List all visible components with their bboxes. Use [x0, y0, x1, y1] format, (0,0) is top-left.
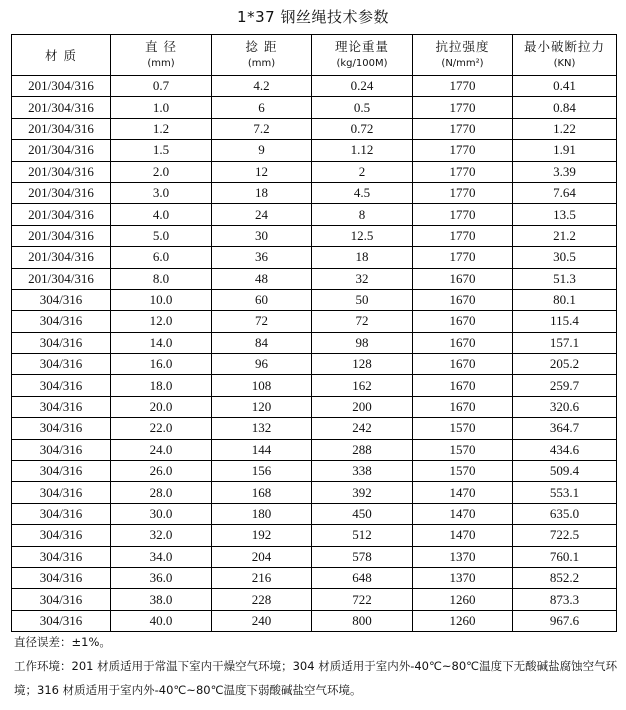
header-label: 直 径	[145, 39, 177, 54]
cell-breaking-force: 21.2	[513, 225, 617, 246]
cell-weight: 200	[312, 396, 413, 417]
cell-diameter: 24.0	[111, 439, 212, 460]
cell-weight: 18	[312, 247, 413, 268]
cell-weight: 722	[312, 589, 413, 610]
cell-breaking-force: 13.5	[513, 204, 617, 225]
cell-tensile-strength: 1470	[413, 525, 513, 546]
header-material	[12, 35, 111, 76]
cell-lay-length: 12	[212, 161, 312, 182]
cell-material: 201/304/316	[12, 247, 111, 268]
cell-weight: 128	[312, 354, 413, 375]
cell-material: 201/304/316	[12, 182, 111, 203]
cell-diameter: 26.0	[111, 461, 212, 482]
cell-lay-length: 240	[212, 610, 312, 631]
cell-breaking-force: 722.5	[513, 525, 617, 546]
cell-tensile-strength: 1570	[413, 439, 513, 460]
table-row	[12, 546, 617, 567]
table-row	[12, 140, 617, 161]
cell-material: 304/316	[12, 439, 111, 460]
cell-breaking-force: 434.6	[513, 439, 617, 460]
cell-breaking-force: 157.1	[513, 332, 617, 353]
cell-diameter: 22.0	[111, 418, 212, 439]
cell-weight: 338	[312, 461, 413, 482]
cell-lay-length: 132	[212, 418, 312, 439]
cell-diameter: 20.0	[111, 396, 212, 417]
table-row	[12, 418, 617, 439]
cell-breaking-force: 205.2	[513, 354, 617, 375]
cell-material: 201/304/316	[12, 97, 111, 118]
cell-diameter: 5.0	[111, 225, 212, 246]
cell-lay-length: 48	[212, 268, 312, 289]
table-row	[12, 332, 617, 353]
cell-breaking-force: 51.3	[513, 268, 617, 289]
cell-lay-length: 216	[212, 567, 312, 588]
cell-material: 304/316	[12, 482, 111, 503]
table-row	[12, 204, 617, 225]
cell-lay-length: 168	[212, 482, 312, 503]
table-row	[12, 311, 617, 332]
cell-lay-length: 60	[212, 289, 312, 310]
cell-material: 304/316	[12, 418, 111, 439]
cell-diameter: 3.0	[111, 182, 212, 203]
notes	[14, 630, 619, 702]
cell-breaking-force: 852.2	[513, 567, 617, 588]
cell-lay-length: 30	[212, 225, 312, 246]
header-row	[12, 35, 617, 76]
header-unit: (kg/100M)	[336, 58, 388, 69]
cell-material: 304/316	[12, 311, 111, 332]
cell-weight: 98	[312, 332, 413, 353]
cell-tensile-strength: 1670	[413, 268, 513, 289]
cell-material: 201/304/316	[12, 118, 111, 139]
note-environment: 工作环境：201 材质适用于常温下室内干燥空气环境；304 材质适用于室内外-40℃~80℃温度下无酸碱盐腐蚀空气环境；316 材质适用于室内外-40℃~80℃温度下弱酸碱盐空气环境。	[14, 659, 618, 697]
cell-material: 304/316	[12, 461, 111, 482]
cell-weight: 392	[312, 482, 413, 503]
cell-breaking-force: 760.1	[513, 546, 617, 567]
table-row	[12, 76, 617, 97]
cell-lay-length: 72	[212, 311, 312, 332]
table-row	[12, 268, 617, 289]
cell-tensile-strength: 1470	[413, 482, 513, 503]
cell-diameter: 32.0	[111, 525, 212, 546]
cell-tensile-strength: 1570	[413, 461, 513, 482]
cell-lay-length: 120	[212, 396, 312, 417]
table-row	[12, 354, 617, 375]
cell-breaking-force: 3.39	[513, 161, 617, 182]
table-row	[12, 461, 617, 482]
cell-weight: 12.5	[312, 225, 413, 246]
cell-breaking-force: 967.6	[513, 610, 617, 631]
cell-lay-length: 6	[212, 97, 312, 118]
cell-tensile-strength: 1570	[413, 418, 513, 439]
cell-material: 304/316	[12, 332, 111, 353]
header-label: 抗拉强度	[435, 39, 490, 54]
cell-breaking-force: 509.4	[513, 461, 617, 482]
cell-diameter: 1.5	[111, 140, 212, 161]
cell-tensile-strength: 1670	[413, 396, 513, 417]
cell-material: 201/304/316	[12, 76, 111, 97]
cell-diameter: 16.0	[111, 354, 212, 375]
cell-breaking-force: 0.84	[513, 97, 617, 118]
cell-tensile-strength: 1770	[413, 247, 513, 268]
cell-breaking-force: 320.6	[513, 396, 617, 417]
cell-tensile-strength: 1770	[413, 118, 513, 139]
cell-weight: 72	[312, 311, 413, 332]
cell-diameter: 4.0	[111, 204, 212, 225]
cell-diameter: 34.0	[111, 546, 212, 567]
header-breaking-force	[513, 35, 617, 76]
table-body	[12, 76, 617, 632]
header-label: 理论重量	[334, 39, 389, 54]
cell-lay-length: 36	[212, 247, 312, 268]
cell-lay-length: 228	[212, 589, 312, 610]
table-row	[12, 610, 617, 631]
cell-lay-length: 144	[212, 439, 312, 460]
cell-weight: 288	[312, 439, 413, 460]
cell-lay-length: 84	[212, 332, 312, 353]
cell-breaking-force: 553.1	[513, 482, 617, 503]
cell-lay-length: 4.2	[212, 76, 312, 97]
page-title: 1*37 钢丝绳技术参数	[237, 8, 389, 26]
cell-tensile-strength: 1670	[413, 332, 513, 353]
table-row	[12, 482, 617, 503]
cell-lay-length: 156	[212, 461, 312, 482]
cell-material: 201/304/316	[12, 268, 111, 289]
table-row	[12, 118, 617, 139]
cell-tensile-strength: 1770	[413, 204, 513, 225]
cell-diameter: 38.0	[111, 589, 212, 610]
table-row	[12, 161, 617, 182]
header-label: 最小破断拉力	[523, 39, 605, 54]
cell-diameter: 6.0	[111, 247, 212, 268]
header-diameter	[111, 35, 212, 76]
cell-tensile-strength: 1770	[413, 97, 513, 118]
cell-tensile-strength: 1670	[413, 375, 513, 396]
cell-diameter: 1.0	[111, 97, 212, 118]
cell-tensile-strength: 1770	[413, 140, 513, 161]
cell-material: 201/304/316	[12, 140, 111, 161]
cell-weight: 0.24	[312, 76, 413, 97]
cell-weight: 2	[312, 161, 413, 182]
table-row	[12, 525, 617, 546]
cell-weight: 800	[312, 610, 413, 631]
cell-material: 304/316	[12, 525, 111, 546]
spec-table	[11, 34, 617, 632]
cell-weight: 4.5	[312, 182, 413, 203]
table-row	[12, 439, 617, 460]
cell-tensile-strength: 1670	[413, 289, 513, 310]
header-tensile-strength	[413, 35, 513, 76]
table-row	[12, 225, 617, 246]
cell-weight: 648	[312, 567, 413, 588]
cell-diameter: 12.0	[111, 311, 212, 332]
header-lay-length	[212, 35, 312, 76]
cell-lay-length: 192	[212, 525, 312, 546]
cell-diameter: 8.0	[111, 268, 212, 289]
cell-breaking-force: 115.4	[513, 311, 617, 332]
cell-weight: 1.12	[312, 140, 413, 161]
cell-breaking-force: 873.3	[513, 589, 617, 610]
cell-diameter: 18.0	[111, 375, 212, 396]
cell-weight: 162	[312, 375, 413, 396]
cell-tensile-strength: 1770	[413, 76, 513, 97]
table-row	[12, 289, 617, 310]
header-unit: (KN)	[553, 58, 576, 69]
cell-diameter: 30.0	[111, 503, 212, 524]
cell-breaking-force: 30.5	[513, 247, 617, 268]
cell-tensile-strength: 1370	[413, 546, 513, 567]
note-tolerance: 直径误差：±1%。	[14, 635, 111, 649]
table-row	[12, 567, 617, 588]
cell-lay-length: 204	[212, 546, 312, 567]
table-header	[12, 35, 617, 76]
cell-lay-length: 18	[212, 182, 312, 203]
cell-tensile-strength: 1770	[413, 225, 513, 246]
header-unit: (mm)	[147, 58, 175, 69]
cell-diameter: 0.7	[111, 76, 212, 97]
cell-diameter: 10.0	[111, 289, 212, 310]
cell-tensile-strength: 1470	[413, 503, 513, 524]
cell-lay-length: 9	[212, 140, 312, 161]
cell-tensile-strength: 1770	[413, 161, 513, 182]
header-label: 捻 距	[245, 39, 278, 54]
cell-weight: 8	[312, 204, 413, 225]
cell-weight: 450	[312, 503, 413, 524]
cell-weight: 0.5	[312, 97, 413, 118]
cell-material: 304/316	[12, 503, 111, 524]
cell-weight: 242	[312, 418, 413, 439]
cell-lay-length: 96	[212, 354, 312, 375]
table-row	[12, 503, 617, 524]
cell-material: 201/304/316	[12, 225, 111, 246]
cell-weight: 50	[312, 289, 413, 310]
table-row	[12, 182, 617, 203]
cell-weight: 32	[312, 268, 413, 289]
cell-material: 304/316	[12, 567, 111, 588]
cell-material: 304/316	[12, 289, 111, 310]
header-unit: (N/mm²)	[441, 58, 484, 69]
cell-material: 201/304/316	[12, 204, 111, 225]
cell-material: 304/316	[12, 354, 111, 375]
cell-material: 304/316	[12, 589, 111, 610]
cell-weight: 578	[312, 546, 413, 567]
cell-diameter: 14.0	[111, 332, 212, 353]
cell-diameter: 36.0	[111, 567, 212, 588]
cell-diameter: 40.0	[111, 610, 212, 631]
cell-weight: 0.72	[312, 118, 413, 139]
cell-diameter: 1.2	[111, 118, 212, 139]
cell-breaking-force: 80.1	[513, 289, 617, 310]
cell-breaking-force: 635.0	[513, 503, 617, 524]
header-label: 材 质	[45, 47, 77, 63]
cell-diameter: 2.0	[111, 161, 212, 182]
cell-weight: 512	[312, 525, 413, 546]
cell-material: 201/304/316	[12, 161, 111, 182]
header-weight	[312, 35, 413, 76]
cell-breaking-force: 364.7	[513, 418, 617, 439]
cell-material: 304/316	[12, 546, 111, 567]
cell-lay-length: 24	[212, 204, 312, 225]
cell-tensile-strength: 1770	[413, 182, 513, 203]
header-unit: (mm)	[247, 58, 276, 69]
cell-breaking-force: 7.64	[513, 182, 617, 203]
cell-lay-length: 108	[212, 375, 312, 396]
cell-diameter: 28.0	[111, 482, 212, 503]
table-row	[12, 396, 617, 417]
cell-breaking-force: 259.7	[513, 375, 617, 396]
table-row	[12, 375, 617, 396]
cell-tensile-strength: 1670	[413, 354, 513, 375]
cell-material: 304/316	[12, 375, 111, 396]
cell-tensile-strength: 1670	[413, 311, 513, 332]
cell-breaking-force: 1.22	[513, 118, 617, 139]
cell-breaking-force: 0.41	[513, 76, 617, 97]
table-row	[12, 589, 617, 610]
table-row	[12, 97, 617, 118]
cell-material: 304/316	[12, 610, 111, 631]
cell-lay-length: 180	[212, 503, 312, 524]
cell-breaking-force: 1.91	[513, 140, 617, 161]
cell-tensile-strength: 1370	[413, 567, 513, 588]
cell-tensile-strength: 1260	[413, 610, 513, 631]
cell-material: 304/316	[12, 396, 111, 417]
table-row	[12, 247, 617, 268]
cell-tensile-strength: 1260	[413, 589, 513, 610]
cell-lay-length: 7.2	[212, 118, 312, 139]
